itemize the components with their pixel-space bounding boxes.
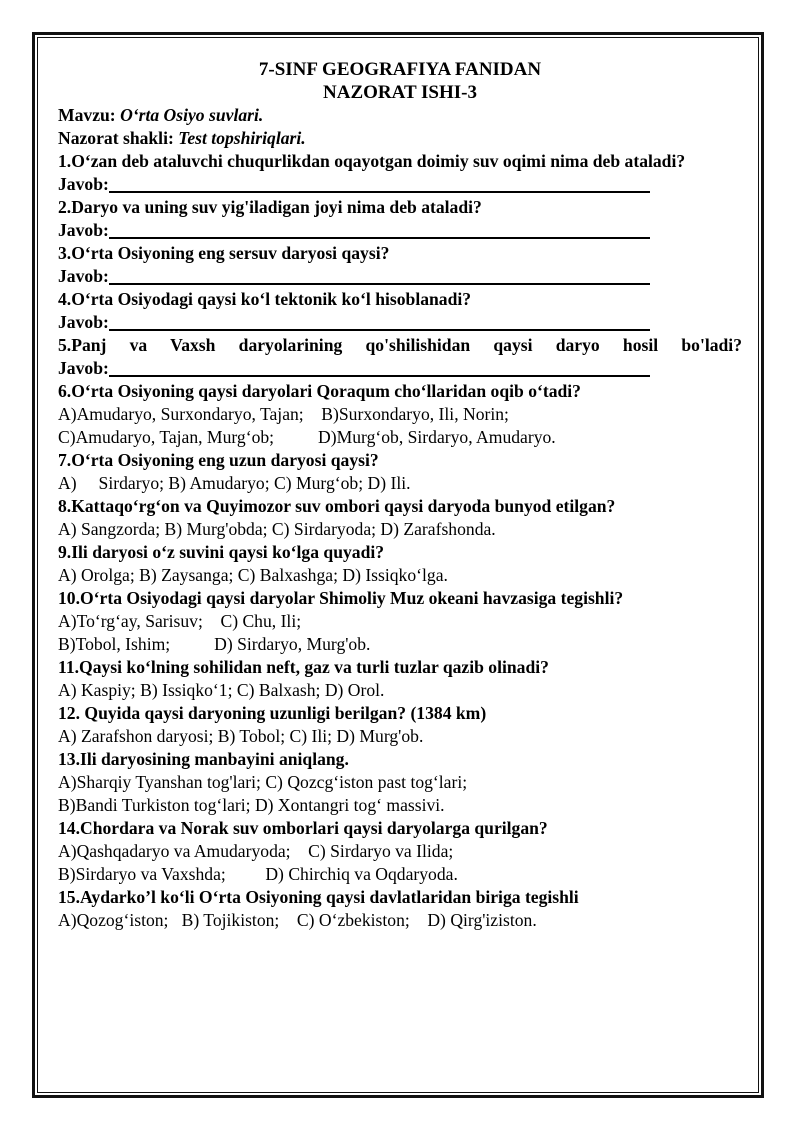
question-14-options-row1: A)Qashqadaryo va Amudaryoda; C) Sirdaryo va Ilida;	[58, 841, 454, 861]
question-9: 9.Ili daryosi o‘z suvini qaysi ko‘lga quyadi?	[58, 542, 385, 562]
answer-blank[interactable]	[109, 173, 650, 193]
topic-line	[58, 104, 742, 127]
answer-label: Javob:	[58, 174, 109, 194]
question-7-options: A) Sirdaryo; B) Amudaryo; C) Murg‘ob; D) Ili.	[58, 473, 411, 493]
document-title-line2: NAZORAT ISHI-3	[323, 82, 477, 103]
answer-line-4	[58, 311, 742, 334]
answer-line-2	[58, 219, 742, 242]
answer-line-5	[58, 357, 742, 380]
question-6-options-row2: C)Amudaryo, Tajan, Murg‘ob; D)Murg‘ob, Sirdaryo, Amudaryo.	[58, 427, 556, 447]
question-15-options: A)Qozog‘iston; B) Tojikiston; C) O‘zbekiston; D) Qirg'iziston.	[58, 910, 537, 930]
topic-label: Mavzu:	[58, 105, 116, 125]
question-6: 6.O‘rta Osiyoning qaysi daryolari Qoraqum cho‘llaridan oqib o‘tadi?	[58, 381, 581, 401]
answer-line-3	[58, 265, 742, 288]
question-14: 14.Chordara va Norak suv omborlari qaysi daryolarga qurilgan?	[58, 818, 548, 838]
answer-label: Javob:	[58, 312, 109, 332]
question-3: 3.O‘rta Osiyoning eng sersuv daryosi qaysi?	[58, 243, 390, 263]
answer-blank[interactable]	[109, 219, 650, 239]
form-label: Nazorat shakli:	[58, 128, 174, 148]
question-1: 1.O‘zan deb ataluvchi chuqurlikdan oqayotgan doimiy suv oqimi nima deb ataladi?	[58, 151, 686, 171]
question-8: 8.Kattaqo‘rg‘on va Quyimozor suv ombori qaysi daryoda bunyod etilgan?	[58, 496, 616, 516]
question-4: 4.O‘rta Osiyodagi qaysi ko‘l tektonik ko‘l hisoblanadi?	[58, 289, 472, 309]
document-title-line1: 7-SINF GEOGRAFIYA FANIDAN	[258, 59, 542, 80]
answer-line-1	[58, 173, 742, 196]
answer-label: Javob:	[58, 266, 109, 286]
answer-blank[interactable]	[109, 357, 650, 377]
question-11: 11.Qaysi ko‘lning sohilidan neft, gaz va turli tuzlar qazib olinadi?	[58, 657, 549, 677]
question-9-options: A) Orolga; B) Zaysanga; C) Balxashga; D) Issiqko‘lga.	[58, 565, 448, 585]
question-12-options: A) Zarafshon daryosi; B) Tobol; C) Ili; D) Murg'ob.	[58, 726, 424, 746]
form-value: Test topshiriqlari.	[178, 128, 306, 148]
question-11-options: A) Kaspiy; B) Issiqko‘1; C) Balxash; D) Orol.	[58, 680, 385, 700]
question-13: 13.Ili daryosining manbayini aniqlang.	[58, 749, 349, 769]
question-2: 2.Daryo va uning suv yig'iladigan joyi nima deb ataladi?	[58, 197, 482, 217]
question-13-options-row2: B)Bandi Turkiston tog‘lari; D) Xontangri tog‘ massivi.	[58, 795, 445, 815]
question-14-options-row2: B)Sirdaryo va Vaxshda; D) Chirchiq va Oqdaryoda.	[58, 864, 458, 884]
topic-value: O‘rta Osiyo suvlari.	[120, 105, 264, 125]
question-7: 7.O‘rta Osiyoning eng uzun daryosi qaysi?	[58, 450, 379, 470]
form-line	[58, 127, 742, 150]
question-15: 15.Aydarko’l ko‘li O‘rta Osiyoning qaysi davlatlaridan biriga tegishli	[58, 887, 579, 907]
test-document	[58, 58, 742, 932]
answer-label: Javob:	[58, 220, 109, 240]
answer-blank[interactable]	[109, 265, 650, 285]
question-8-options: A) Sangzorda; B) Murg'obda; C) Sirdaryoda; D) Zarafshonda.	[58, 519, 496, 539]
question-10-options-row2: B)Tobol, Ishim; D) Sirdaryo, Murg'ob.	[58, 634, 371, 654]
question-10-options-row1: A)To‘rg‘ay, Sarisuv; C) Chu, Ili;	[58, 611, 302, 631]
answer-label: Javob:	[58, 358, 109, 378]
question-12: 12. Quyida qaysi daryoning uzunligi berilgan? (1384 km)	[58, 703, 487, 723]
question-10: 10.O‘rta Osiyodagi qaysi daryolar Shimoliy Muz okeani havzasiga tegishli?	[58, 588, 624, 608]
question-6-options-row1: A)Amudaryo, Surxondaryo, Tajan; B)Surxondaryo, Ili, Norin;	[58, 404, 509, 424]
question-13-options-row1: A)Sharqiy Tyanshan tog'lari; C) Qozcg‘iston past tog‘lari;	[58, 772, 468, 792]
question-5: 5.Panj va Vaxsh daryolarining qo'shilishidan qaysi daryo hosil bo'ladi?	[58, 335, 742, 355]
answer-blank[interactable]	[109, 311, 650, 331]
